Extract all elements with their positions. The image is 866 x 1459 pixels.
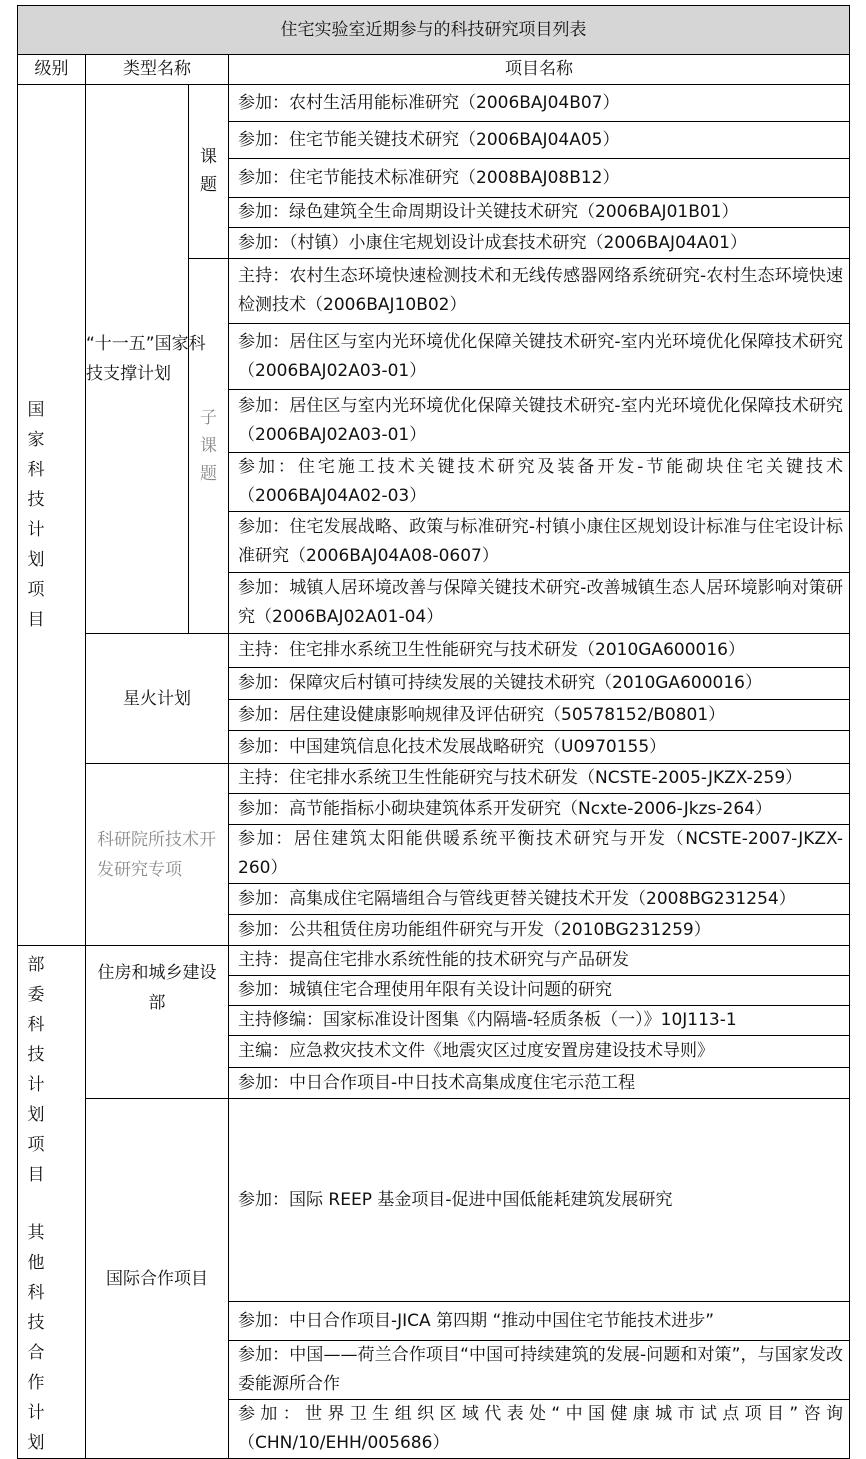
project-table bbox=[17, 5, 850, 1459]
table-row: 参加：居住区与室内光环境优化保障关键技术研究-室内光环境优化保障技术研究（2006BAJ02A03-01） bbox=[229, 390, 850, 453]
table-row: 主持：农村生态环境快速检测技术和无线传感器网络系统研究-农村生态环境快速检测技术（2006BAJ10B02） bbox=[229, 259, 850, 324]
table-row: 参加：世界卫生组织区域代表处“中国健康城市试点项目”咨询（CHN/10/EHH/005686） bbox=[229, 1400, 850, 1459]
level-ministry-other bbox=[18, 946, 86, 1459]
header-project: 项目名称 bbox=[229, 55, 850, 85]
table-row: 参加：农村生活用能标准研究（2006BAJ04B07） bbox=[229, 85, 850, 122]
table-row: 参加：绿色建筑全生命周期设计关键技术研究（2006BAJ01B01） bbox=[229, 198, 850, 228]
table-row: 参加：高集成住宅隔墙组合与管线更替关键技术开发（2008BG231254） bbox=[229, 884, 850, 915]
subtype-subtopic: 子课题 bbox=[189, 259, 229, 634]
type-institute: 科研院所技术开发研究专项 bbox=[86, 764, 229, 946]
type-intl: 国际合作项目 bbox=[86, 1099, 229, 1459]
level-other: 其他科技合作计划 bbox=[27, 1223, 53, 1453]
table-row: 参加：（村镇）小康住宅规划设计成套技术研究（2006BAJ04A01） bbox=[229, 228, 850, 259]
table-row: 主编：应急救灾技术文件《地震灾区过度安置房建设技术导则》 bbox=[229, 1036, 850, 1068]
table-row: 参加：居住区与室内光环境优化保障关键技术研究-室内光环境优化保障技术研究（2006BAJ02A03-01） bbox=[229, 324, 850, 390]
table-row: 参加：居住建筑太阳能供暖系统平衡技术研究与开发（NCSTE-2007-JKZX-260） bbox=[229, 825, 850, 884]
table-row: 主持：住宅排水系统卫生性能研究与技术研发（2010GA600016） bbox=[229, 634, 850, 668]
table-row: 参加：住宅节能技术标准研究（2008BAJ08B12） bbox=[229, 159, 850, 198]
table-row: 主持：提高住宅排水系统性能的技术研究与产品研发 bbox=[229, 946, 850, 976]
table-row: 主持：住宅排水系统卫生性能研究与技术研发（NCSTE-2005-JKZX-259） bbox=[229, 764, 850, 794]
header-type: 类型名称 bbox=[86, 55, 229, 85]
table-row: 参加：住宅节能关键技术研究（2006BAJ04A05） bbox=[229, 122, 850, 159]
table-row: 参加：国际 REEP 基金项目-促进中国低能耗建筑发展研究 bbox=[229, 1099, 850, 1302]
level-national: 国家科技计划项目 bbox=[18, 85, 86, 946]
type-11th-plan: “十一五”国家科技支撑计划 bbox=[86, 85, 189, 634]
table-row: 参加：中日合作项目-JICA 第四期 “推动中国住宅节能技术进步” bbox=[229, 1302, 850, 1341]
type-mohurd: 住房和城乡建设部 bbox=[86, 946, 229, 1099]
table-row: 参加：高节能指标小砌块建筑体系开发研究（Ncxte-2006-Jkzs-264） bbox=[229, 794, 850, 825]
table-row: 参加：公共租赁住房功能组件研究与开发（2010BG231259） bbox=[229, 915, 850, 946]
type-xinghuo: 星火计划 bbox=[86, 634, 229, 764]
table-row: 参加：住宅施工技术关键技术研究及装备开发-节能砌块住宅关键技术（2006BAJ04A02-03） bbox=[229, 453, 850, 512]
header-level: 级别 bbox=[18, 55, 86, 85]
level-ministry: 部委科技计划项目 bbox=[27, 955, 53, 1185]
table-row: 参加：城镇住宅合理使用年限有关设计问题的研究 bbox=[229, 976, 850, 1006]
table-row: 参加：中国——荷兰合作项目“中国可持续建筑的发展-问题和对策”，与国家发改委能源所合作 bbox=[229, 1341, 850, 1400]
table-title: 住宅实验室近期参与的科技研究项目列表 bbox=[18, 6, 850, 55]
table-row: 参加：保障灾后村镇可持续发展的关键技术研究（2010GA600016） bbox=[229, 668, 850, 700]
table-row: 参加：中日合作项目-中日技术高集成度住宅示范工程 bbox=[229, 1068, 850, 1099]
table-row: 参加：住宅发展战略、政策与标准研究-村镇小康住区规划设计标准与住宅设计标准研究（2006BAJ04A08-0607） bbox=[229, 512, 850, 573]
table-row: 主持修编：国家标准设计图集《内隔墙-轻质条板（一）》10J113-1 bbox=[229, 1006, 850, 1036]
table-row: 参加：中国建筑信息化技术发展战略研究（U0970155） bbox=[229, 731, 850, 764]
table-row: 参加：城镇人居环境改善与保障关键技术研究-改善城镇生态人居环境影响对策研究（2006BAJ02A01-04） bbox=[229, 573, 850, 634]
table-row: 参加：居住建设健康影响规律及评估研究（50578152/B0801） bbox=[229, 700, 850, 731]
subtype-topic: 课题 bbox=[189, 85, 229, 259]
